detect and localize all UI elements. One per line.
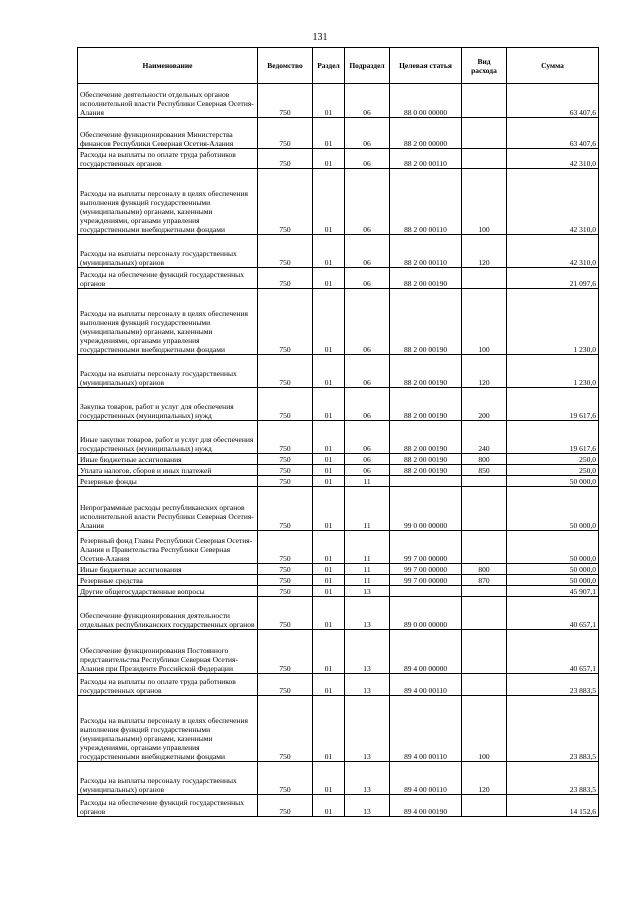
cell-name: Закупка товаров, работ и услуг для обеспечения государственных (муниципальных) нужд (78, 388, 258, 421)
cell-razd: 01 (313, 289, 345, 355)
cell-stat: 89 0 00 00000 (390, 597, 462, 630)
table-row (78, 149, 599, 169)
table-row (78, 531, 599, 564)
cell-podr: 13 (345, 762, 390, 795)
cell-name: Другие общегосударственные вопросы (78, 586, 258, 597)
cell-podr: 06 (345, 235, 390, 268)
cell-stat: 88 2 00 00110 (390, 149, 462, 169)
table-row (78, 289, 599, 355)
cell-stat (390, 586, 462, 597)
cell-sum: 42 310,0 (507, 169, 599, 235)
cell-vid: 100 (462, 169, 507, 235)
cell-ved: 750 (258, 289, 313, 355)
header-summa: Сумма (507, 48, 599, 84)
cell-razd: 01 (313, 421, 345, 454)
table-row (78, 235, 599, 268)
header-statya: Целевая статья (390, 48, 462, 84)
cell-ved: 750 (258, 454, 313, 465)
cell-name: Иные бюджетные ассигнования (78, 454, 258, 465)
cell-stat: 88 0 00 00000 (390, 84, 462, 118)
cell-razd: 01 (313, 84, 345, 118)
cell-ved: 750 (258, 630, 313, 674)
cell-name: Иные бюджетные ассигнования (78, 564, 258, 575)
cell-ved: 750 (258, 564, 313, 575)
cell-razd: 01 (313, 388, 345, 421)
cell-razd: 01 (313, 531, 345, 564)
cell-vid (462, 268, 507, 289)
cell-razd: 01 (313, 355, 345, 388)
cell-razd: 01 (313, 575, 345, 586)
cell-razd: 01 (313, 674, 345, 696)
cell-stat: 99 7 00 00000 (390, 531, 462, 564)
cell-name: Резервные средства (78, 575, 258, 586)
cell-ved: 750 (258, 674, 313, 696)
cell-podr: 06 (345, 84, 390, 118)
cell-sum: 50 000,0 (507, 531, 599, 564)
cell-ved: 750 (258, 597, 313, 630)
cell-podr: 11 (345, 564, 390, 575)
cell-podr: 06 (345, 289, 390, 355)
table-row (78, 575, 599, 586)
header-podrazdel: Подраздел (345, 48, 390, 84)
cell-stat: 88 2 00 00190 (390, 454, 462, 465)
cell-ved: 750 (258, 235, 313, 268)
cell-stat: 88 2 00 00190 (390, 421, 462, 454)
cell-sum: 63 407,6 (507, 84, 599, 118)
header-razdel: Раздел (313, 48, 345, 84)
cell-podr: 11 (345, 531, 390, 564)
cell-vid: 870 (462, 575, 507, 586)
cell-razd: 01 (313, 597, 345, 630)
table-row (78, 696, 599, 762)
cell-podr: 11 (345, 575, 390, 586)
cell-name: Непрограммные расходы республиканских органов исполнительной власти Республики Северная Осетия-Алания (78, 487, 258, 531)
table-row (78, 355, 599, 388)
cell-stat: 89 4 00 00110 (390, 762, 462, 795)
cell-name: Расходы на обеспечение функций государственных органов (78, 268, 258, 289)
cell-stat: 88 2 00 00190 (390, 268, 462, 289)
cell-sum: 50 000,0 (507, 476, 599, 487)
cell-podr: 13 (345, 674, 390, 696)
cell-sum: 50 000,0 (507, 564, 599, 575)
cell-razd: 01 (313, 762, 345, 795)
cell-stat: 89 4 00 00190 (390, 795, 462, 817)
cell-name: Расходы на выплаты персоналу в целях обеспечения выполнения функций государственными (муниципальными) органами, казенными учреждениями, органами управления государственными внебюджетными фондами (78, 169, 258, 235)
cell-name: Расходы на обеспечение функций государственных органов (78, 795, 258, 817)
cell-sum: 14 152,6 (507, 795, 599, 817)
cell-name: Расходы на выплаты по оплате труда работников государственных органов (78, 674, 258, 696)
cell-vid (462, 531, 507, 564)
table-row (78, 795, 599, 817)
cell-sum: 50 000,0 (507, 487, 599, 531)
cell-ved: 750 (258, 355, 313, 388)
cell-stat: 88 2 00 00190 (390, 388, 462, 421)
cell-podr: 13 (345, 630, 390, 674)
cell-name: Расходы на выплаты персоналу в целях обеспечения выполнения функций государственными (муниципальными) органами, казенными учреждениями, органами управления государственными внебюджетными фондами (78, 696, 258, 762)
cell-stat: 88 2 00 00190 (390, 355, 462, 388)
cell-ved: 750 (258, 268, 313, 289)
cell-name: Расходы на выплаты персоналу государственных (муниципальных) органов (78, 355, 258, 388)
table-row (78, 268, 599, 289)
cell-name: Обеспечение функционирования деятельности отдельных республиканских государственных органов (78, 597, 258, 630)
cell-podr: 11 (345, 476, 390, 487)
cell-razd: 01 (313, 465, 345, 476)
cell-stat: 88 2 00 00000 (390, 118, 462, 149)
cell-podr: 06 (345, 149, 390, 169)
cell-ved: 750 (258, 476, 313, 487)
table-row (78, 421, 599, 454)
cell-ved: 750 (258, 762, 313, 795)
table-row (78, 454, 599, 465)
cell-name: Расходы на выплаты персоналу в целях обеспечения выполнения функций государственными (муниципальными) органами, казенными учреждениями, органами управления государственными внебюджетными фондами (78, 289, 258, 355)
cell-vid (462, 630, 507, 674)
table-row (78, 84, 599, 118)
cell-razd: 01 (313, 118, 345, 149)
cell-ved: 750 (258, 84, 313, 118)
cell-ved: 750 (258, 575, 313, 586)
cell-razd: 01 (313, 795, 345, 817)
cell-name: Обеспечение функционирования Постоянного представительства Республики Северная Осетия-Алания при Президенте Российской Федерации (78, 630, 258, 674)
table-row (78, 674, 599, 696)
cell-name: Обеспечение деятельности отдельных органов исполнительной власти Республики Северная Осетия-Алания (78, 84, 258, 118)
header-vedomstvo: Ведомство (258, 48, 313, 84)
cell-razd: 01 (313, 454, 345, 465)
table-row (78, 465, 599, 476)
cell-name: Расходы на выплаты персоналу государственных (муниципальных) органов (78, 762, 258, 795)
cell-sum: 50 000,0 (507, 575, 599, 586)
cell-vid (462, 476, 507, 487)
table-header-row (78, 48, 599, 84)
cell-razd: 01 (313, 169, 345, 235)
cell-vid: 120 (462, 235, 507, 268)
cell-podr: 13 (345, 597, 390, 630)
cell-stat: 99 0 00 00000 (390, 487, 462, 531)
cell-vid (462, 84, 507, 118)
cell-stat: 88 2 00 00190 (390, 289, 462, 355)
cell-vid: 120 (462, 355, 507, 388)
cell-sum: 1 230,0 (507, 289, 599, 355)
table-row (78, 597, 599, 630)
cell-razd: 01 (313, 235, 345, 268)
cell-vid: 120 (462, 762, 507, 795)
cell-sum: 40 657,1 (507, 597, 599, 630)
cell-podr: 13 (345, 696, 390, 762)
cell-vid (462, 118, 507, 149)
cell-vid (462, 586, 507, 597)
cell-razd: 01 (313, 487, 345, 531)
cell-ved: 750 (258, 487, 313, 531)
cell-podr: 06 (345, 421, 390, 454)
cell-stat: 89 4 00 00110 (390, 696, 462, 762)
budget-table (77, 47, 599, 817)
cell-razd: 01 (313, 149, 345, 169)
cell-vid: 800 (462, 564, 507, 575)
cell-stat: 89 4 00 00000 (390, 630, 462, 674)
cell-stat: 88 2 00 00110 (390, 235, 462, 268)
cell-sum: 45 907,1 (507, 586, 599, 597)
cell-vid (462, 795, 507, 817)
cell-name: Уплата налогов, сборов и иных платежей (78, 465, 258, 476)
page-number: 131 (312, 32, 328, 43)
cell-name: Иные закупки товаров, работ и услуг для обеспечения государственных (муниципальных) нужд (78, 421, 258, 454)
cell-sum: 23 883,5 (507, 696, 599, 762)
cell-vid: 100 (462, 696, 507, 762)
cell-podr: 13 (345, 795, 390, 817)
cell-podr: 06 (345, 118, 390, 149)
table-row (78, 476, 599, 487)
cell-vid: 800 (462, 454, 507, 465)
table-row (78, 487, 599, 531)
cell-name: Расходы на выплаты персоналу государственных (муниципальных) органов (78, 235, 258, 268)
cell-stat (390, 476, 462, 487)
cell-podr: 06 (345, 355, 390, 388)
cell-razd: 01 (313, 476, 345, 487)
table-body (78, 84, 599, 817)
cell-ved: 750 (258, 118, 313, 149)
cell-vid (462, 487, 507, 531)
cell-stat: 89 4 00 00110 (390, 674, 462, 696)
cell-sum: 250,0 (507, 454, 599, 465)
cell-ved: 750 (258, 421, 313, 454)
cell-sum: 23 883,5 (507, 762, 599, 795)
header-vid: Вид расхода (462, 48, 507, 84)
cell-vid: 100 (462, 289, 507, 355)
cell-ved: 750 (258, 586, 313, 597)
cell-sum: 42 310,0 (507, 149, 599, 169)
cell-sum: 42 310,0 (507, 235, 599, 268)
table-row (78, 762, 599, 795)
cell-ved: 750 (258, 696, 313, 762)
table-row (78, 586, 599, 597)
table-row (78, 630, 599, 674)
cell-ved: 750 (258, 465, 313, 476)
cell-podr: 13 (345, 586, 390, 597)
header-name: Наименование (78, 48, 258, 84)
cell-sum: 19 617,6 (507, 388, 599, 421)
cell-sum: 63 407,6 (507, 118, 599, 149)
cell-vid: 850 (462, 465, 507, 476)
cell-vid: 240 (462, 421, 507, 454)
cell-name: Расходы на выплаты по оплате труда работников государственных органов (78, 149, 258, 169)
cell-sum: 40 657,1 (507, 630, 599, 674)
cell-podr: 06 (345, 268, 390, 289)
cell-stat: 88 2 00 00110 (390, 169, 462, 235)
cell-sum: 1 230,0 (507, 355, 599, 388)
cell-stat: 99 7 00 00000 (390, 564, 462, 575)
cell-vid (462, 674, 507, 696)
cell-name: Резервные фонды (78, 476, 258, 487)
cell-stat: 88 2 00 00190 (390, 465, 462, 476)
cell-razd: 01 (313, 630, 345, 674)
cell-razd: 01 (313, 586, 345, 597)
table-row (78, 564, 599, 575)
cell-ved: 750 (258, 388, 313, 421)
cell-ved: 750 (258, 795, 313, 817)
cell-podr: 06 (345, 169, 390, 235)
table-row (78, 118, 599, 149)
cell-podr: 11 (345, 487, 390, 531)
cell-ved: 750 (258, 169, 313, 235)
cell-razd: 01 (313, 268, 345, 289)
cell-sum: 250,0 (507, 465, 599, 476)
cell-podr: 06 (345, 465, 390, 476)
cell-vid: 200 (462, 388, 507, 421)
cell-sum: 21 097,6 (507, 268, 599, 289)
cell-vid (462, 149, 507, 169)
cell-podr: 06 (345, 388, 390, 421)
cell-ved: 750 (258, 531, 313, 564)
cell-razd: 01 (313, 696, 345, 762)
cell-stat: 99 7 00 00000 (390, 575, 462, 586)
cell-sum: 23 883,5 (507, 674, 599, 696)
cell-name: Резервный фонд Главы Республики Северная Осетия-Алания и Правительства Республики Северная Осетия-Алания (78, 531, 258, 564)
cell-sum: 19 617,6 (507, 421, 599, 454)
cell-name: Обеспечение функционирования Министерства финансов Республики Северная Осетия-Алания (78, 118, 258, 149)
cell-podr: 06 (345, 454, 390, 465)
cell-razd: 01 (313, 564, 345, 575)
table-row (78, 169, 599, 235)
cell-vid (462, 597, 507, 630)
cell-ved: 750 (258, 149, 313, 169)
table-row (78, 388, 599, 421)
